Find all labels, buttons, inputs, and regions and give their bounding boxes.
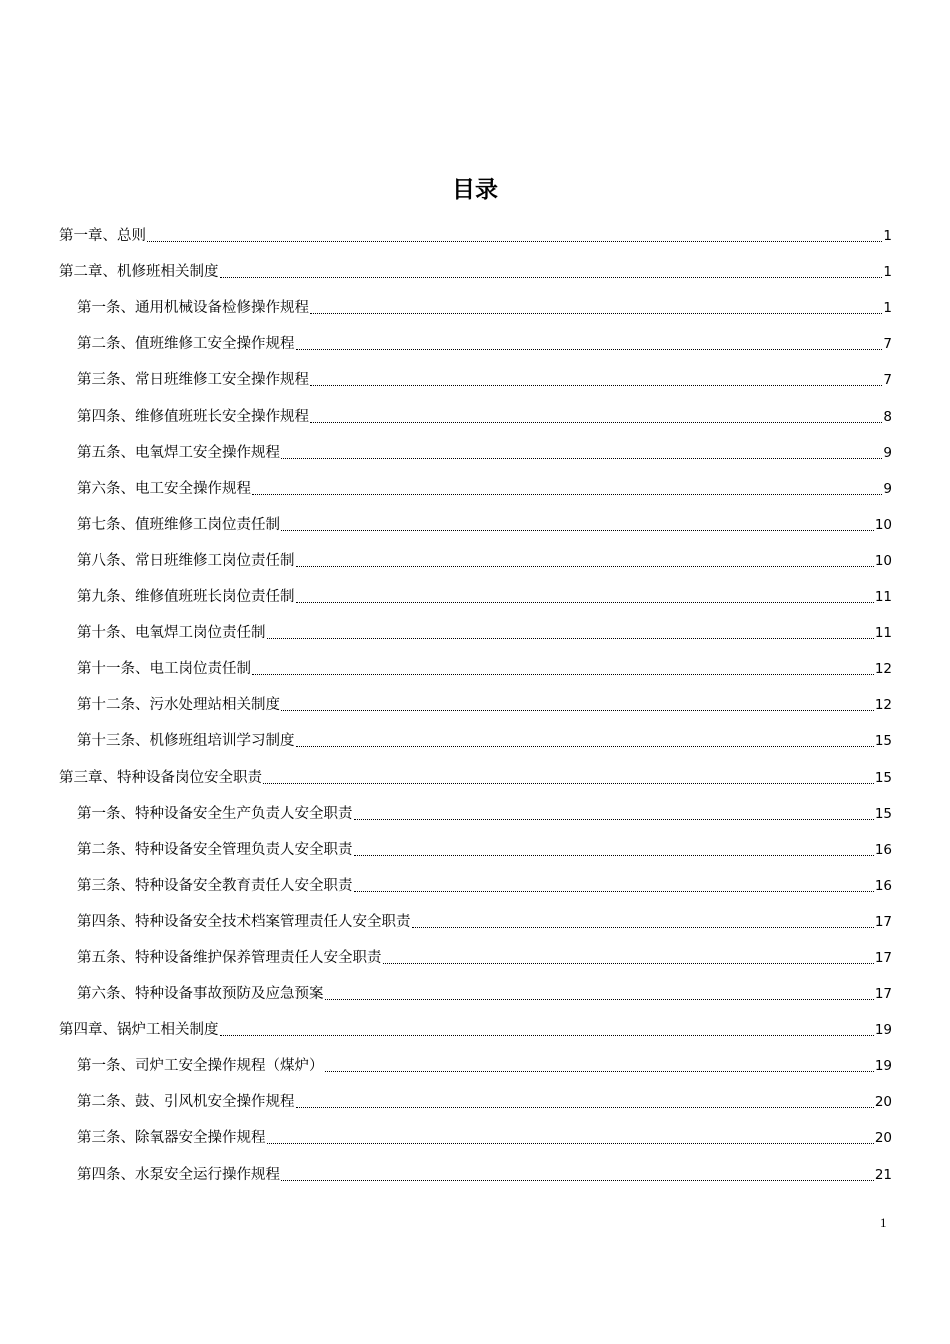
toc-entry[interactable] <box>59 1111 892 1147</box>
toc-entry-label: 第二条、值班维修工安全操作规程 <box>77 336 295 353</box>
toc-entry[interactable] <box>59 642 892 678</box>
toc-dot-leader <box>220 1035 874 1036</box>
toc-dot-leader <box>310 422 882 423</box>
toc-entry-page-number: 10 <box>874 552 892 569</box>
footer-page-number: 1 <box>880 1215 887 1230</box>
toc-entry[interactable] <box>59 750 892 786</box>
toc-entry-label: 第二条、特种设备安全管理负责人安全职责 <box>77 841 353 858</box>
toc-entry-label: 第十条、电氧焊工岗位责任制 <box>77 625 266 642</box>
toc-entry-page-number: 1 <box>883 264 892 281</box>
toc-entry[interactable] <box>59 462 892 498</box>
toc-dot-leader <box>310 385 882 386</box>
toc-entry-label: 第三条、除氧器安全操作规程 <box>77 1130 266 1147</box>
toc-entry[interactable] <box>59 245 892 281</box>
toc-entry-label: 第九条、维修值班班长岗位责任制 <box>77 589 295 606</box>
toc-entry[interactable] <box>59 353 892 389</box>
toc-entry-page-number: 10 <box>874 516 892 533</box>
toc-entry[interactable] <box>59 967 892 1003</box>
toc-entry-label: 第五条、特种设备维护保养管理责任人安全职责 <box>77 949 382 966</box>
toc-entry[interactable] <box>59 534 892 570</box>
toc-entry-page-number: 12 <box>874 661 892 678</box>
toc-entry-label: 第十三条、机修班组培训学习制度 <box>77 733 295 750</box>
toc-entry-page-number: 7 <box>883 336 892 353</box>
toc-dot-leader <box>252 494 882 495</box>
toc-entry[interactable] <box>59 606 892 642</box>
toc-entry-label: 第四条、水泵安全运行操作规程 <box>77 1166 280 1183</box>
toc-entry-page-number: 7 <box>883 372 892 389</box>
toc-entry-label: 第四条、维修值班班长安全操作规程 <box>77 408 309 425</box>
toc-dot-leader <box>281 710 874 711</box>
toc-entry-page-number: 21 <box>874 1166 892 1183</box>
toc-entry[interactable] <box>59 678 892 714</box>
toc-entry[interactable] <box>59 389 892 425</box>
toc-entry[interactable] <box>59 1147 892 1183</box>
toc-entry-page-number: 17 <box>874 913 892 930</box>
toc-entry-page-number: 15 <box>874 769 892 786</box>
toc-dot-leader <box>267 638 874 639</box>
toc-entry[interactable] <box>59 426 892 462</box>
toc-entry-label: 第一章、总则 <box>59 228 146 245</box>
toc-entry[interactable] <box>59 209 892 245</box>
toc-dot-leader <box>220 277 883 278</box>
toc-dot-leader <box>252 674 874 675</box>
toc-entry-page-number: 1 <box>883 300 892 317</box>
toc-entry-page-number: 9 <box>883 480 892 497</box>
toc-dot-leader <box>354 819 874 820</box>
toc-entry-page-number: 17 <box>874 949 892 966</box>
toc-entry-page-number: 8 <box>883 408 892 425</box>
toc-entry[interactable] <box>59 1003 892 1039</box>
toc-dot-leader <box>325 1071 874 1072</box>
toc-entry-label: 第四章、锅炉工相关制度 <box>59 1022 219 1039</box>
toc-entry-label: 第二章、机修班相关制度 <box>59 264 219 281</box>
toc-entry[interactable] <box>59 931 892 967</box>
toc-entry[interactable] <box>59 570 892 606</box>
toc-entry[interactable] <box>59 1039 892 1075</box>
toc-entry[interactable] <box>59 787 892 823</box>
toc-entry-page-number: 16 <box>874 877 892 894</box>
toc-dot-leader <box>267 1143 874 1144</box>
toc-entry-page-number: 16 <box>874 841 892 858</box>
toc-entry[interactable] <box>59 895 892 931</box>
toc-dot-leader <box>296 566 874 567</box>
toc-dot-leader <box>296 349 883 350</box>
toc-list <box>59 209 892 1184</box>
toc-entry-label: 第三章、特种设备岗位安全职责 <box>59 769 262 786</box>
toc-dot-leader <box>310 313 882 314</box>
toc-entry-page-number: 20 <box>874 1130 892 1147</box>
toc-entry-label: 第十二条、污水处理站相关制度 <box>77 697 280 714</box>
toc-dot-leader <box>325 999 874 1000</box>
toc-entry-page-number: 20 <box>874 1094 892 1111</box>
toc-dot-leader <box>281 1180 874 1181</box>
toc-dot-leader <box>147 241 882 242</box>
toc-entry[interactable] <box>59 714 892 750</box>
toc-dot-leader <box>383 963 874 964</box>
toc-dot-leader <box>296 746 874 747</box>
toc-entry-label: 第七条、值班维修工岗位责任制 <box>77 516 280 533</box>
toc-entry-page-number: 17 <box>874 986 892 1003</box>
toc-entry-page-number: 1 <box>883 228 892 245</box>
toc-entry-page-number: 19 <box>874 1058 892 1075</box>
toc-entry[interactable] <box>59 859 892 895</box>
toc-entry[interactable] <box>59 1075 892 1111</box>
toc-dot-leader <box>281 530 874 531</box>
toc-entry-label: 第十一条、电工岗位责任制 <box>77 661 251 678</box>
toc-dot-leader <box>296 1107 874 1108</box>
toc-entry-page-number: 9 <box>883 444 892 461</box>
toc-dot-leader <box>296 602 874 603</box>
toc-entry-label: 第一条、特种设备安全生产负责人安全职责 <box>77 805 353 822</box>
toc-entry-label: 第三条、特种设备安全教育责任人安全职责 <box>77 877 353 894</box>
toc-entry-page-number: 12 <box>874 697 892 714</box>
toc-entry[interactable] <box>59 498 892 534</box>
toc-entry-page-number: 15 <box>874 805 892 822</box>
toc-entry-page-number: 11 <box>874 589 892 606</box>
toc-entry-label: 第六条、特种设备事故预防及应急预案 <box>77 986 324 1003</box>
toc-entry-label: 第八条、常日班维修工岗位责任制 <box>77 552 295 569</box>
toc-entry-page-number: 11 <box>874 625 892 642</box>
toc-dot-leader <box>412 927 874 928</box>
toc-entry[interactable] <box>59 823 892 859</box>
toc-entry-page-number: 19 <box>874 1022 892 1039</box>
toc-entry-label: 第一条、司炉工安全操作规程（煤炉） <box>77 1058 324 1075</box>
toc-entry-page-number: 15 <box>874 733 892 750</box>
toc-dot-leader <box>354 891 874 892</box>
toc-entry-label: 第二条、鼓、引风机安全操作规程 <box>77 1094 295 1111</box>
toc-dot-leader <box>354 855 874 856</box>
toc-entry-label: 第三条、常日班维修工安全操作规程 <box>77 372 309 389</box>
toc-dot-leader <box>263 783 874 784</box>
toc-entry[interactable] <box>59 281 892 317</box>
toc-entry[interactable] <box>59 317 892 353</box>
toc-title: 目录 <box>452 177 498 203</box>
toc-entry-label: 第一条、通用机械设备检修操作规程 <box>77 300 309 317</box>
toc-dot-leader <box>281 458 882 459</box>
toc-entry-label: 第六条、电工安全操作规程 <box>77 480 251 497</box>
toc-entry-label: 第五条、电氧焊工安全操作规程 <box>77 444 280 461</box>
toc-entry-label: 第四条、特种设备安全技术档案管理责任人安全职责 <box>77 913 411 930</box>
